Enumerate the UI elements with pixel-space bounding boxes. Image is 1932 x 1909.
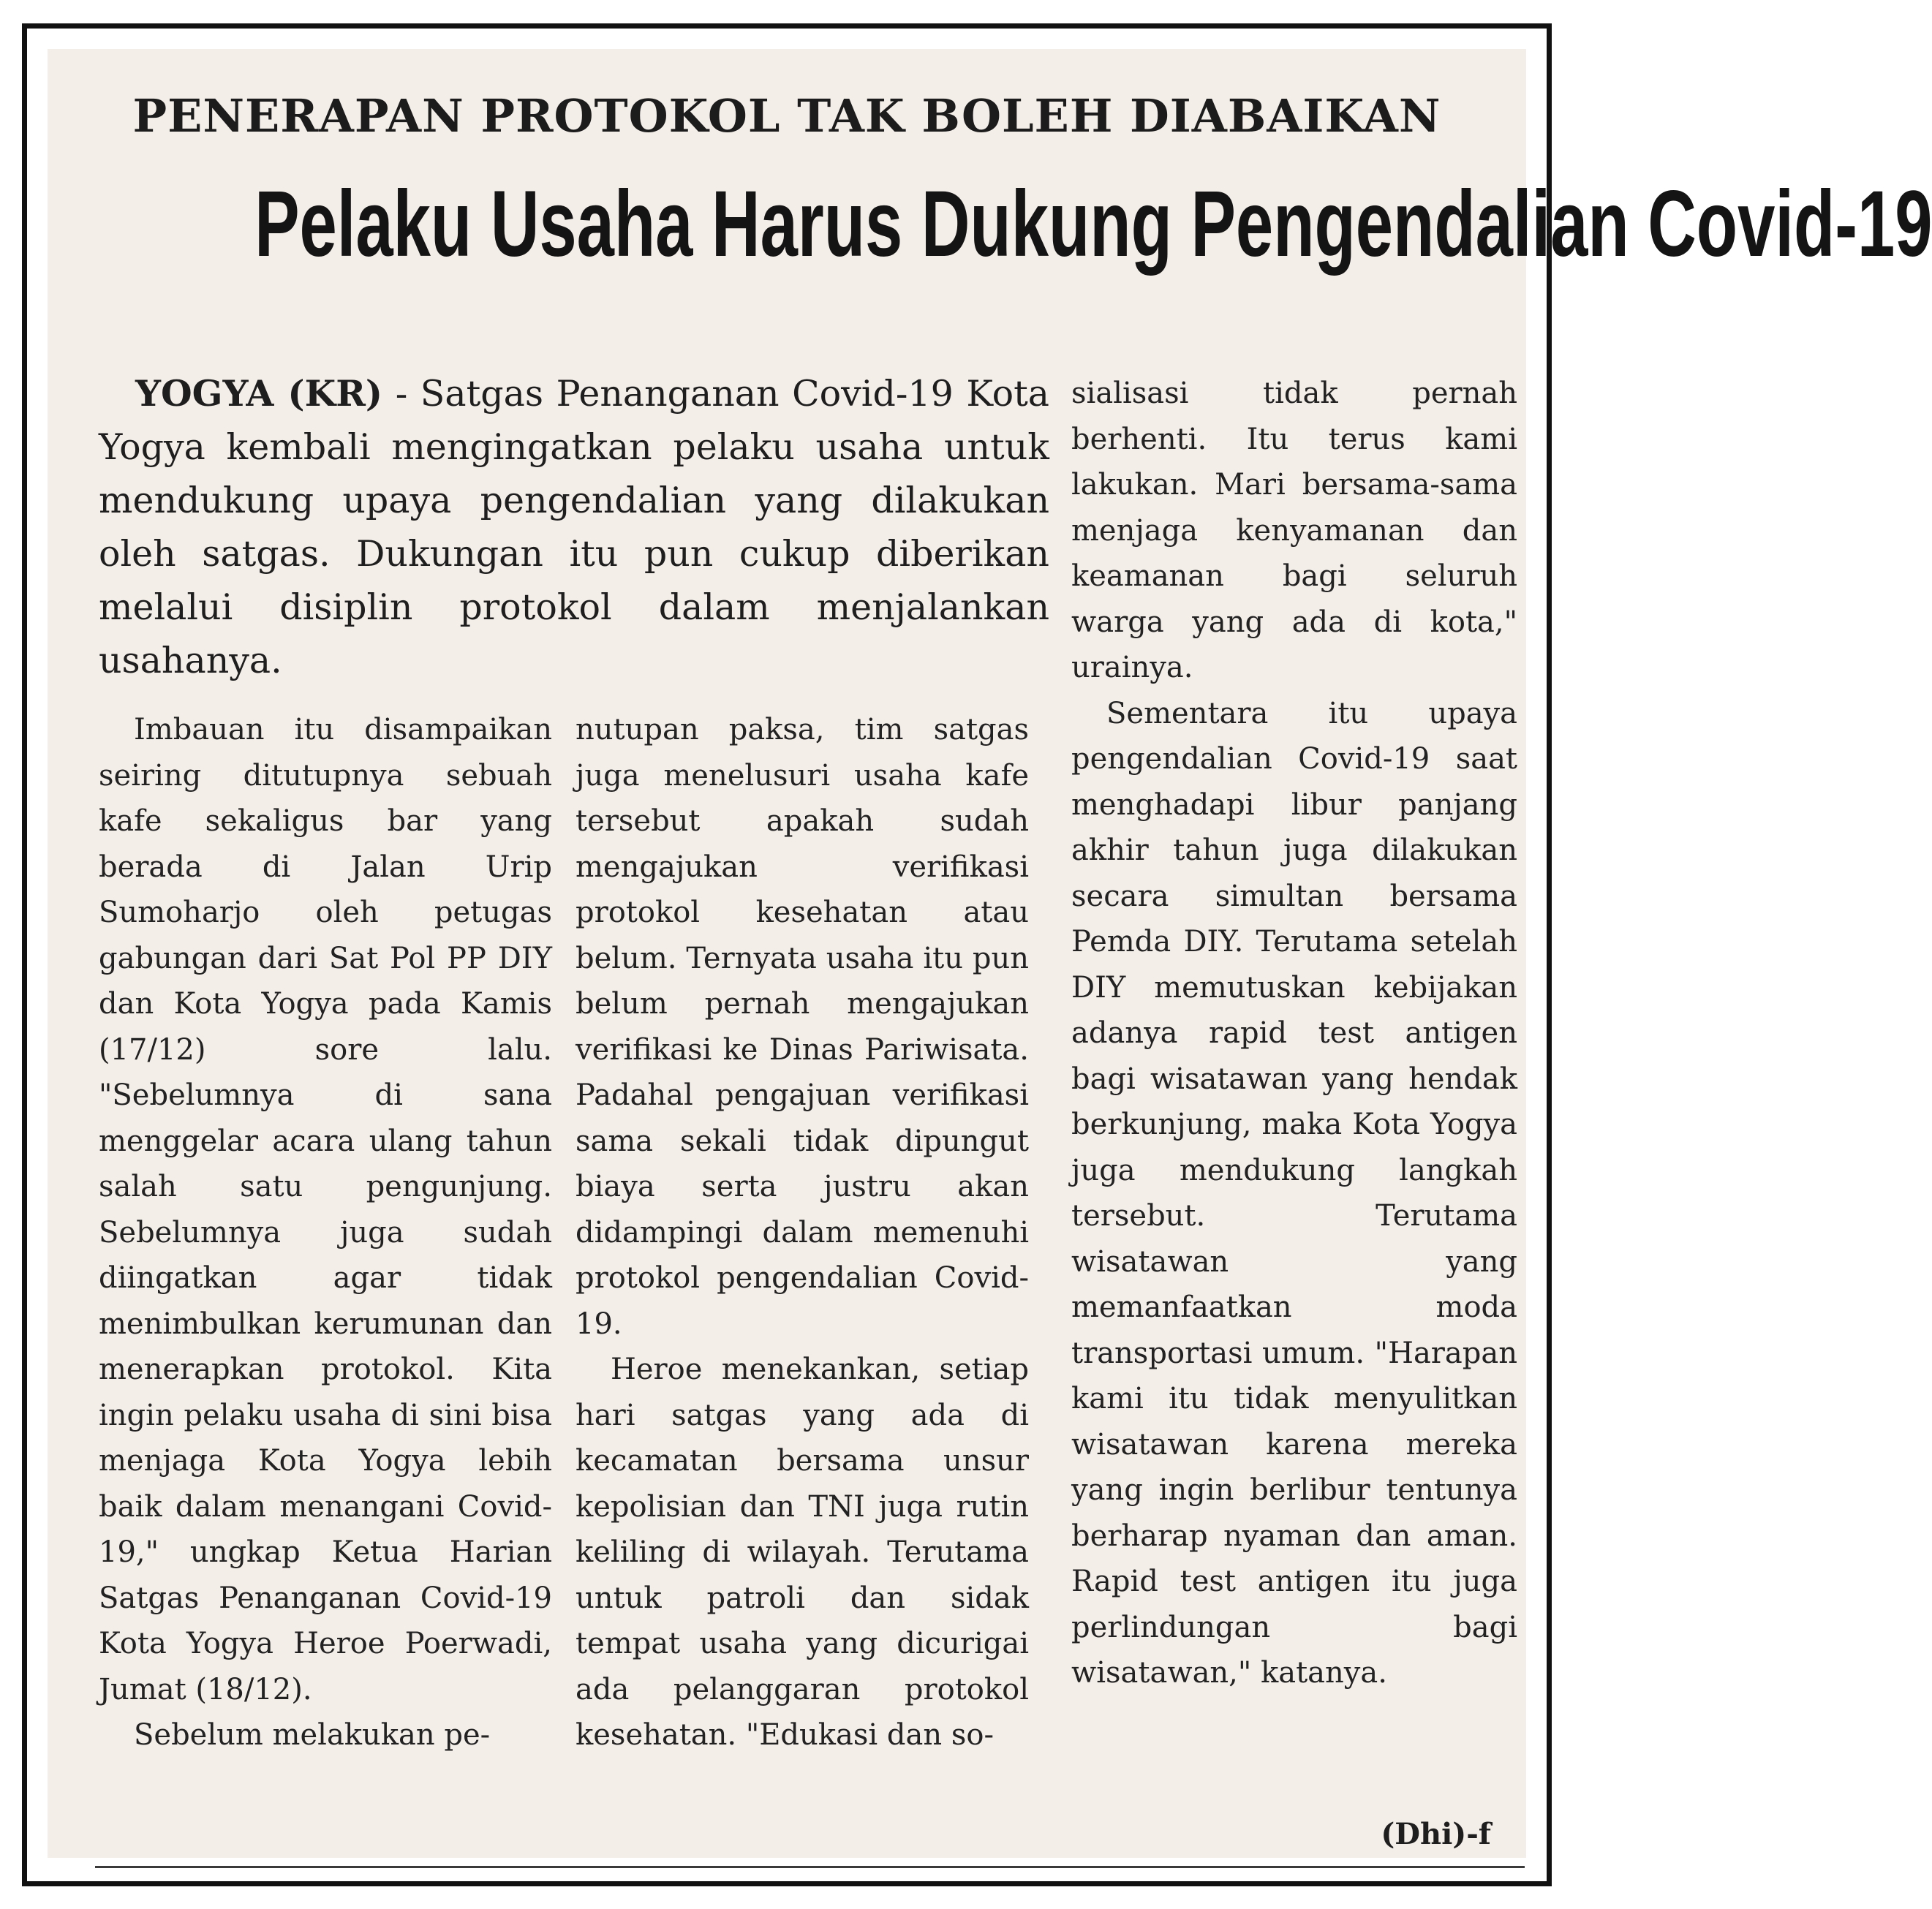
column-3 [1071,371,1517,1696]
column-1 [99,707,552,1758]
column-2-paragraph-1: nutupan paksa, tim satgas juga menelusuri usaha kafe tersebut apakah sudah mengajukan verifikasi protokol kesehatan atau belum. Ternyata usaha itu pun belum pernah mengajukan verifikasi ke Dinas Pariwisata. Padahal pengajuan verifikasi sama sekali tidak dipungut biaya serta justru akan didampingi dalam memenuhi protokol pengendalian Covid-19. [576,713,1029,1341]
kicker-headline: PENERAPAN PROTOKOL TAK BOLEH DIABAIKAN [132,89,1441,143]
lead-paragraph [99,367,1049,687]
lead-text: - Satgas Penanganan Covid-19 Kota Yogya kembali mengingatkan pelaku usaha untuk mendukung upaya pengendalian yang dilakukan oleh satgas. Dukungan itu pun cukup diberikan melalui disiplin protokol dalam menjalankan usahanya. [99,373,1050,681]
column-3-paragraph-2: Sementara itu upaya pengendalian Covid-19 saat menghadapi libur panjang akhir tahun juga dilakukan secara simultan bersama Pemda DIY. Terutama setelah DIY memutuskan kebijakan adanya rapid test antigen bagi wisatawan yang hendak berkunjung, maka Kota Yogya juga mendukung langkah tersebut. Terutama wisatawan yang memanfaatkan moda transportasi umum. "Harapan kami itu tidak menyulitkan wisatawan karena mereka yang ingin berlibur tentunya berharap nyaman dan aman. Rapid test antigen itu juga perlindungan bagi wisatawan," katanya. [1071,696,1517,1690]
column-2 [576,707,1029,1758]
main-headline: Pelaku Usaha Harus Dukung Pengendalian Covid-19 [254,172,1932,276]
clipping-frame [22,23,1932,1886]
bottom-rule [95,1866,1525,1868]
newspaper-clipping [48,49,1932,1858]
column-1-paragraph-1: Imbauan itu disampaikan seiring ditutupnya sebuah kafe sekaligus bar yang berada di Jalan Urip Sumoharjo oleh petugas gabungan dari Sat Pol PP DIY dan Kota Yogya pada Kamis (17/12) sore lalu. "Sebelumnya di sana menggelar acara ulang tahun salah satu pengunjung. Sebelumnya juga sudah diingatkan agar tidak menimbulkan kerumunan dan menerapkan protokol. Kita ingin pelaku usaha di sini bisa menjaga Kota Yogya lebih baik dalam menangani Covid-19," ungkap Ketua Harian Satgas Penanganan Covid-19 Kota Yogya Heroe Poerwadi, Jumat (18/12). [99,713,552,1706]
author-signature: (Dhi)-f [1381,1817,1491,1851]
dateline: YOGYA (KR) [135,372,383,415]
column-2-paragraph-2: Heroe menekankan, setiap hari satgas yang ada di kecamatan bersama unsur kepolisian dan TNI juga rutin keliling di wilayah. Terutama untuk patroli dan sidak tempat usaha yang dicurigai ada pelanggaran protokol kesehatan. "Edukasi dan so- [576,1353,1029,1752]
column-1-paragraph-2: Sebelum melakukan pe- [134,1718,491,1752]
column-3-paragraph-1: sialisasi tidak pernah berhenti. Itu terus kami lakukan. Mari bersama-sama menjaga kenyamanan dan keamanan bagi seluruh warga yang ada di kota," urainya. [1071,377,1517,684]
